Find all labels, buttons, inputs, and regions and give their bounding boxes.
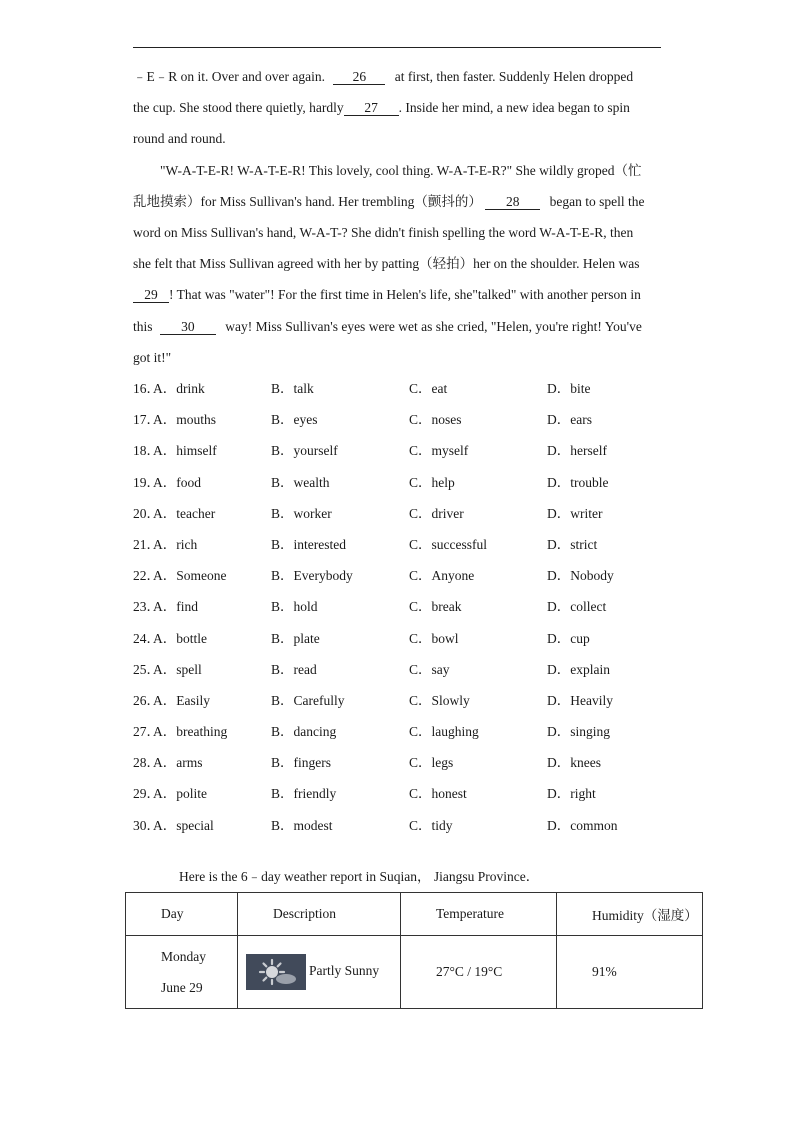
blank-27[interactable]: 27: [344, 100, 399, 116]
option-b[interactable]: B．interested: [271, 536, 346, 552]
option-b[interactable]: B．yourself: [271, 443, 338, 459]
option-a[interactable]: A．food: [153, 474, 201, 490]
question-row: [133, 810, 661, 841]
option-d[interactable]: D．Heavily: [547, 692, 613, 708]
question-row: [133, 435, 661, 466]
question-number: 30．: [133, 817, 160, 833]
option-d[interactable]: D．trouble: [547, 474, 609, 490]
option-a[interactable]: A．himself: [153, 443, 217, 459]
option-a[interactable]: A．arms: [153, 755, 203, 771]
weather-row: [126, 936, 703, 1009]
question-row: [133, 498, 661, 529]
passage-line: round and round.: [133, 131, 226, 147]
question-number: 27．: [133, 724, 160, 740]
question-row: [133, 685, 661, 716]
question-row: [133, 467, 661, 498]
option-b[interactable]: B．Carefully: [271, 692, 345, 708]
passage-text: this: [133, 318, 153, 334]
question-number: 23．: [133, 599, 160, 615]
option-b[interactable]: B．dancing: [271, 724, 337, 740]
question-number: 22．: [133, 568, 160, 584]
option-c[interactable]: C．honest: [409, 786, 467, 802]
weather-table: [125, 892, 703, 1009]
question-row: [133, 778, 661, 809]
day-cell: [126, 936, 238, 1009]
passage-text: the cup. She stood there quietly, hardly: [133, 100, 344, 116]
question-number: 24．: [133, 630, 160, 646]
blank-30[interactable]: 30: [160, 319, 216, 335]
question-number: 19．: [133, 474, 160, 490]
option-a[interactable]: A．find: [153, 599, 198, 615]
option-d[interactable]: D．strict: [547, 536, 598, 552]
header-day: Day: [126, 893, 238, 936]
day-name: Monday: [161, 949, 206, 964]
day-date: June 29: [161, 980, 203, 995]
option-c[interactable]: C．driver: [409, 505, 464, 521]
option-b[interactable]: B．fingers: [271, 755, 331, 771]
passage-line: [133, 279, 661, 310]
option-b[interactable]: B．talk: [271, 381, 314, 396]
option-a[interactable]: A．Easily: [153, 692, 210, 708]
option-c[interactable]: C．Anyone: [409, 568, 475, 584]
option-c[interactable]: C．successful: [409, 536, 487, 552]
question-row: [133, 591, 661, 622]
question-number: 26．: [133, 692, 160, 708]
option-a[interactable]: A．spell: [153, 661, 202, 677]
question-row: [133, 560, 661, 591]
question-row: [133, 373, 661, 404]
passage-line: [133, 61, 661, 92]
option-d[interactable]: D．herself: [547, 443, 607, 459]
option-a[interactable]: A．Someone: [153, 568, 227, 584]
cloze-passage: [133, 61, 661, 373]
question-row: [133, 623, 661, 654]
option-c[interactable]: C．say: [409, 661, 450, 677]
question-number: 20．: [133, 505, 160, 521]
option-d[interactable]: D．common: [547, 817, 618, 833]
question-row: [133, 654, 661, 685]
passage-line: "W-A-T-E-R! W-A-T-E-R! This lovely, cool thing. W-A-T-E-R?" She wildly groped（忙: [160, 162, 642, 178]
option-d[interactable]: D．right: [547, 786, 596, 802]
option-a[interactable]: A．breathing: [153, 724, 228, 740]
option-b[interactable]: B．read: [271, 661, 317, 677]
option-b[interactable]: B．worker: [271, 505, 332, 521]
question-row: [133, 404, 661, 435]
weather-header-row: [126, 893, 703, 936]
option-b[interactable]: B．hold: [271, 599, 318, 615]
option-d[interactable]: D．collect: [547, 599, 607, 615]
option-c[interactable]: C．help: [409, 474, 455, 490]
question-number: 21．: [133, 536, 160, 552]
option-b[interactable]: B．eyes: [271, 412, 318, 428]
option-a[interactable]: A．teacher: [153, 505, 216, 521]
passage-text: ! That was "water"! For the first time in Helen's life, she"talked" with another person in: [169, 287, 641, 303]
blank-29[interactable]: 29: [133, 287, 169, 303]
option-a[interactable]: A．polite: [153, 786, 207, 802]
description-cell: [238, 936, 401, 1009]
option-c[interactable]: C．tidy: [409, 817, 453, 833]
option-d[interactable]: D．cup: [547, 630, 590, 646]
option-d[interactable]: D．Nobody: [547, 568, 614, 584]
answer-options: [133, 373, 661, 841]
passage-text: at first, then faster. Suddenly Helen dropped: [394, 69, 634, 84]
humidity-cell: 91%: [557, 936, 703, 1009]
option-b[interactable]: B．wealth: [271, 474, 330, 490]
option-c[interactable]: C．break: [409, 599, 462, 615]
question-row: [133, 716, 661, 747]
passage-text: . Inside her mind, a new idea began to spin: [398, 100, 630, 116]
blank-26[interactable]: 26: [333, 69, 385, 85]
header-description: Description: [238, 893, 401, 936]
option-b[interactable]: B．Everybody: [271, 568, 353, 584]
option-a[interactable]: A．rich: [153, 536, 198, 552]
option-d[interactable]: D．singing: [547, 724, 611, 740]
option-d[interactable]: D．bite: [547, 381, 591, 396]
option-c[interactable]: C．myself: [409, 443, 469, 459]
option-d[interactable]: D．explain: [547, 661, 610, 677]
option-d[interactable]: D．knees: [547, 755, 601, 771]
question-number: 18．: [133, 443, 160, 459]
option-c[interactable]: C．bowl: [409, 630, 459, 646]
passage-text: began to spell the: [549, 193, 645, 209]
temperature-cell: 27°C / 19°C: [401, 936, 557, 1009]
header-rule: [133, 47, 661, 48]
option-d[interactable]: D．ears: [547, 412, 592, 428]
passage-line: word on Miss Sullivan's hand, W-A-T-? She didn't finish spelling the word W-A-T-E-R, then: [133, 224, 634, 240]
option-b[interactable]: B．friendly: [271, 786, 337, 802]
passage-line: she felt that Miss Sullivan agreed with her by patting（轻拍）her on the shoulder. Helen was: [133, 256, 640, 272]
question-number: 17．: [133, 412, 160, 428]
option-b[interactable]: B．modest: [271, 817, 333, 833]
passage-line: [133, 92, 661, 123]
option-d[interactable]: D．writer: [547, 505, 603, 521]
option-a[interactable]: A．drink: [153, 381, 205, 396]
option-c[interactable]: C．laughing: [409, 724, 479, 740]
option-b[interactable]: B．plate: [271, 630, 320, 646]
blank-28[interactable]: 28: [485, 194, 540, 210]
passage-line: got it!": [133, 349, 172, 365]
question-number: 28．: [133, 755, 160, 771]
passage-text: way! Miss Sullivan's eyes were wet as she cried, "Helen, you're right! You've: [225, 318, 642, 334]
question-number: 25．: [133, 661, 160, 677]
question-row: [133, 747, 661, 778]
passage-line: [133, 311, 661, 342]
question-number: 29．: [133, 786, 160, 802]
passage-text: 乱地摸索）for Miss Sullivan's hand. Her trembling（颤抖的）: [133, 193, 482, 209]
question-number: 16．: [133, 381, 160, 396]
option-a[interactable]: A．special: [153, 817, 214, 833]
passage-text: ﹣E﹣R on it. Over and over again.: [133, 69, 325, 84]
weather-intro: Here is the 6﹣day weather report in Suqian， Jiangsu Province．: [179, 869, 540, 884]
option-a[interactable]: A．bottle: [153, 630, 207, 646]
question-row: [133, 529, 661, 560]
passage-line: [133, 186, 661, 217]
header-humidity: Humidity（湿度）: [557, 893, 703, 936]
option-c[interactable]: C．eat: [409, 381, 448, 396]
option-c[interactable]: C．legs: [409, 755, 454, 771]
header-temperature: Temperature: [401, 893, 557, 936]
option-a[interactable]: A．mouths: [153, 412, 217, 428]
description-text: Partly Sunny: [309, 963, 380, 979]
partly-sunny-icon: [246, 954, 306, 990]
option-c[interactable]: C．noses: [409, 412, 462, 428]
option-c[interactable]: C．Slowly: [409, 692, 470, 708]
